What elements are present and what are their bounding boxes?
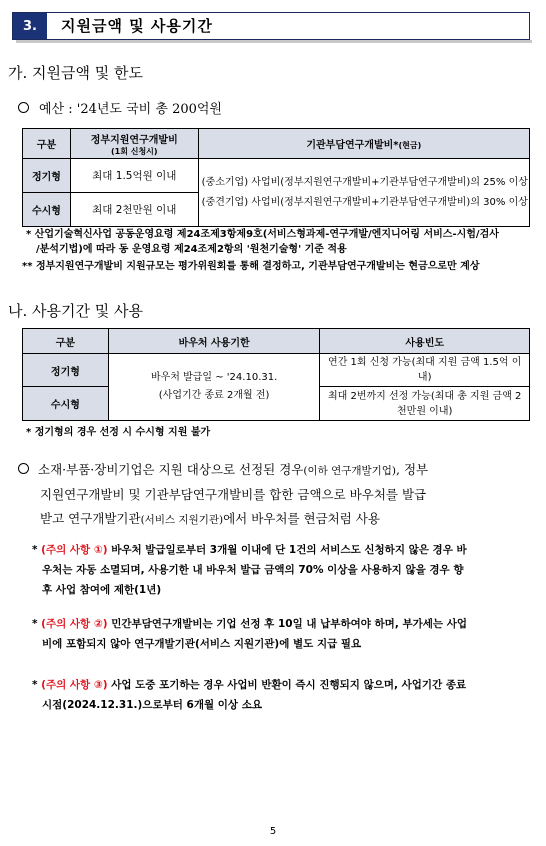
caution-3 bbox=[32, 675, 538, 715]
freq-regular: 연간 1회 신청 가능(최대 지원 금액 1.5억 이내) bbox=[320, 354, 530, 387]
voucher-paragraph bbox=[18, 458, 540, 532]
caution-3-line-1-text: 사업 도중 포기하는 경우 사업비 반환이 즉시 진행되지 않으며, 사업기간 종료 bbox=[111, 679, 467, 691]
caution-1-line-1: * (주의 사항 ①) 바우처 발급일로부터 3개월 이내에 단 1건의 서비스도 신청하지 않은 경우 바 bbox=[32, 544, 467, 556]
caution-2-tag: (주의 사항 ②) bbox=[41, 618, 108, 630]
subheading-b: 나. 사용기간 및 사용 bbox=[8, 302, 143, 320]
caution-3-line-1: * (주의 사항 ③) 사업 도중 포기하는 경우 사업비 반환이 즉시 진행되지 않으며, 사업기간 종료 bbox=[32, 679, 467, 691]
para-line-1 bbox=[18, 458, 540, 483]
table-row bbox=[23, 354, 530, 387]
circle-bullet-icon bbox=[18, 463, 29, 474]
section-number: 3. bbox=[13, 13, 47, 39]
caution-1 bbox=[32, 540, 538, 600]
caution-2 bbox=[32, 614, 538, 654]
caution-1-line-3: 후 사업 참여에 제한(1년) bbox=[42, 584, 162, 596]
caution-1-tag: (주의 사항 ①) bbox=[41, 544, 108, 556]
th-gov-funding-sub: (1회 신청시) bbox=[110, 146, 158, 156]
para-1-text: 소재·부품·장비기업은 지원 대상으로 선정된 경우 bbox=[38, 462, 304, 477]
subheading-a: 가. 지원금액 및 한도 bbox=[8, 64, 143, 82]
support-amount-table bbox=[22, 128, 530, 227]
row-type-anytime: 수시형 bbox=[23, 193, 71, 227]
caution-2-line-1-text: 민간부담연구개발비는 기업 선정 후 10일 내 납부하여야 하며, 부가세는 사업 bbox=[111, 618, 467, 630]
voucher-deadline-line2: (사업기간 종료 2개월 전) bbox=[158, 390, 270, 401]
para-1-end: , 정부 bbox=[396, 462, 429, 477]
page-number: 5 bbox=[269, 826, 277, 837]
voucher-deadline-line1: 바우처 발급일 ~ '24.10.31. bbox=[150, 372, 278, 383]
gov-amount-anytime: 최대 2천만원 이내 bbox=[70, 193, 198, 227]
th-voucher-deadline: 바우처 사용기한 bbox=[108, 329, 320, 354]
note-2: ** 정부지원연구개발비 지원규모는 평가위원회를 통해 결정하고, 기관부담연구개발비는 현금으로만 계상 bbox=[22, 261, 480, 272]
voucher-deadline-cell bbox=[108, 354, 320, 421]
note-1-cont: /분석기법)에 따라 동 운영요령 제24조제2항의 '원천기술형' 기준 적용 bbox=[36, 244, 347, 255]
caution-1-line-2: 우처는 자동 소멸되며, 사용기한 내 바우처 발급 금액의 70% 이상을 사용하지 않을 경우 향 bbox=[42, 564, 464, 576]
org-funding-midsize: (중견기업) 사업비(정부지원연구개발비+기관부담연구개발비)의 30% 이상 bbox=[201, 196, 528, 208]
para-1-small: (이하 연구개발기업) bbox=[303, 465, 397, 477]
note-b: * 정기형의 경우 선정 시 수시형 지원 불가 bbox=[26, 427, 211, 438]
th-gov-funding bbox=[70, 129, 198, 159]
org-funding-sme: (중소기업) 사업비(정부지원연구개발비+기관부담연구개발비)의 25% 이상 bbox=[201, 176, 528, 188]
para-line-3 bbox=[18, 507, 540, 532]
para-3b: 에서 바우처를 현금처럼 사용 bbox=[223, 511, 380, 526]
caution-2-line-2: 비에 포함되지 않아 연구개발기관(서비스 지원기관)에 별도 지급 필요 bbox=[42, 638, 362, 650]
row-type-regular: 정기형 bbox=[23, 159, 71, 193]
caution-3-line-2: 시점(2024.12.31.)으로부터 6개월 이상 소요 bbox=[42, 699, 262, 711]
caution-1-line-1-text: 바우처 발급일로부터 3개월 이내에 단 1건의 서비스도 신청하지 않은 경우 바 bbox=[111, 544, 467, 556]
th-org-funding-label: 기관부담연구개발비* bbox=[306, 140, 399, 151]
para-3a: 받고 연구개발기관 bbox=[40, 511, 141, 526]
section-title: 지원금액 및 사용기간 bbox=[61, 17, 213, 35]
caution-3-tag: (주의 사항 ③) bbox=[41, 679, 108, 691]
gov-amount-regular: 최대 1.5억원 이내 bbox=[70, 159, 198, 193]
budget-text: 예산 : '24년도 국비 총 200억원 bbox=[39, 102, 222, 117]
th-org-funding-sub: (현금) bbox=[398, 141, 422, 150]
freq-anytime: 최대 2번까지 선정 가능(최대 총 지원 금액 2천만원 이내) bbox=[320, 387, 530, 421]
th-category-b: 구분 bbox=[23, 329, 109, 354]
note-1: * 산업기술혁신사업 공동운영요령 제24조제3항제9호(서비스형과제-연구개발/엔지니어링 서비스-시험/검사 bbox=[26, 229, 499, 240]
th-category: 구분 bbox=[23, 129, 71, 159]
th-usage-frequency: 사용빈도 bbox=[320, 329, 530, 354]
caution-2-line-1: * (주의 사항 ②) 민간부담연구개발비는 기업 선정 후 10일 내 납부하여야 하며, 부가세는 사업 bbox=[32, 618, 467, 630]
para-line-2: 지원연구개발비 및 기관부담연구개발비를 합한 금액으로 바우처를 발급 bbox=[40, 487, 427, 502]
budget-line bbox=[18, 98, 222, 117]
th-gov-funding-label: 정부지원연구개발비 bbox=[90, 134, 178, 146]
org-funding-cell bbox=[198, 159, 529, 227]
row-type-regular-b: 정기형 bbox=[23, 354, 109, 387]
header-shadow bbox=[16, 40, 532, 43]
circle-bullet-icon bbox=[18, 102, 29, 113]
usage-period-table bbox=[22, 328, 530, 421]
section-header bbox=[12, 12, 530, 40]
para-3-small: (서비스 지원기관) bbox=[140, 514, 224, 526]
th-org-funding bbox=[198, 129, 529, 159]
row-type-anytime-b: 수시형 bbox=[23, 387, 109, 421]
table-row bbox=[23, 159, 530, 193]
